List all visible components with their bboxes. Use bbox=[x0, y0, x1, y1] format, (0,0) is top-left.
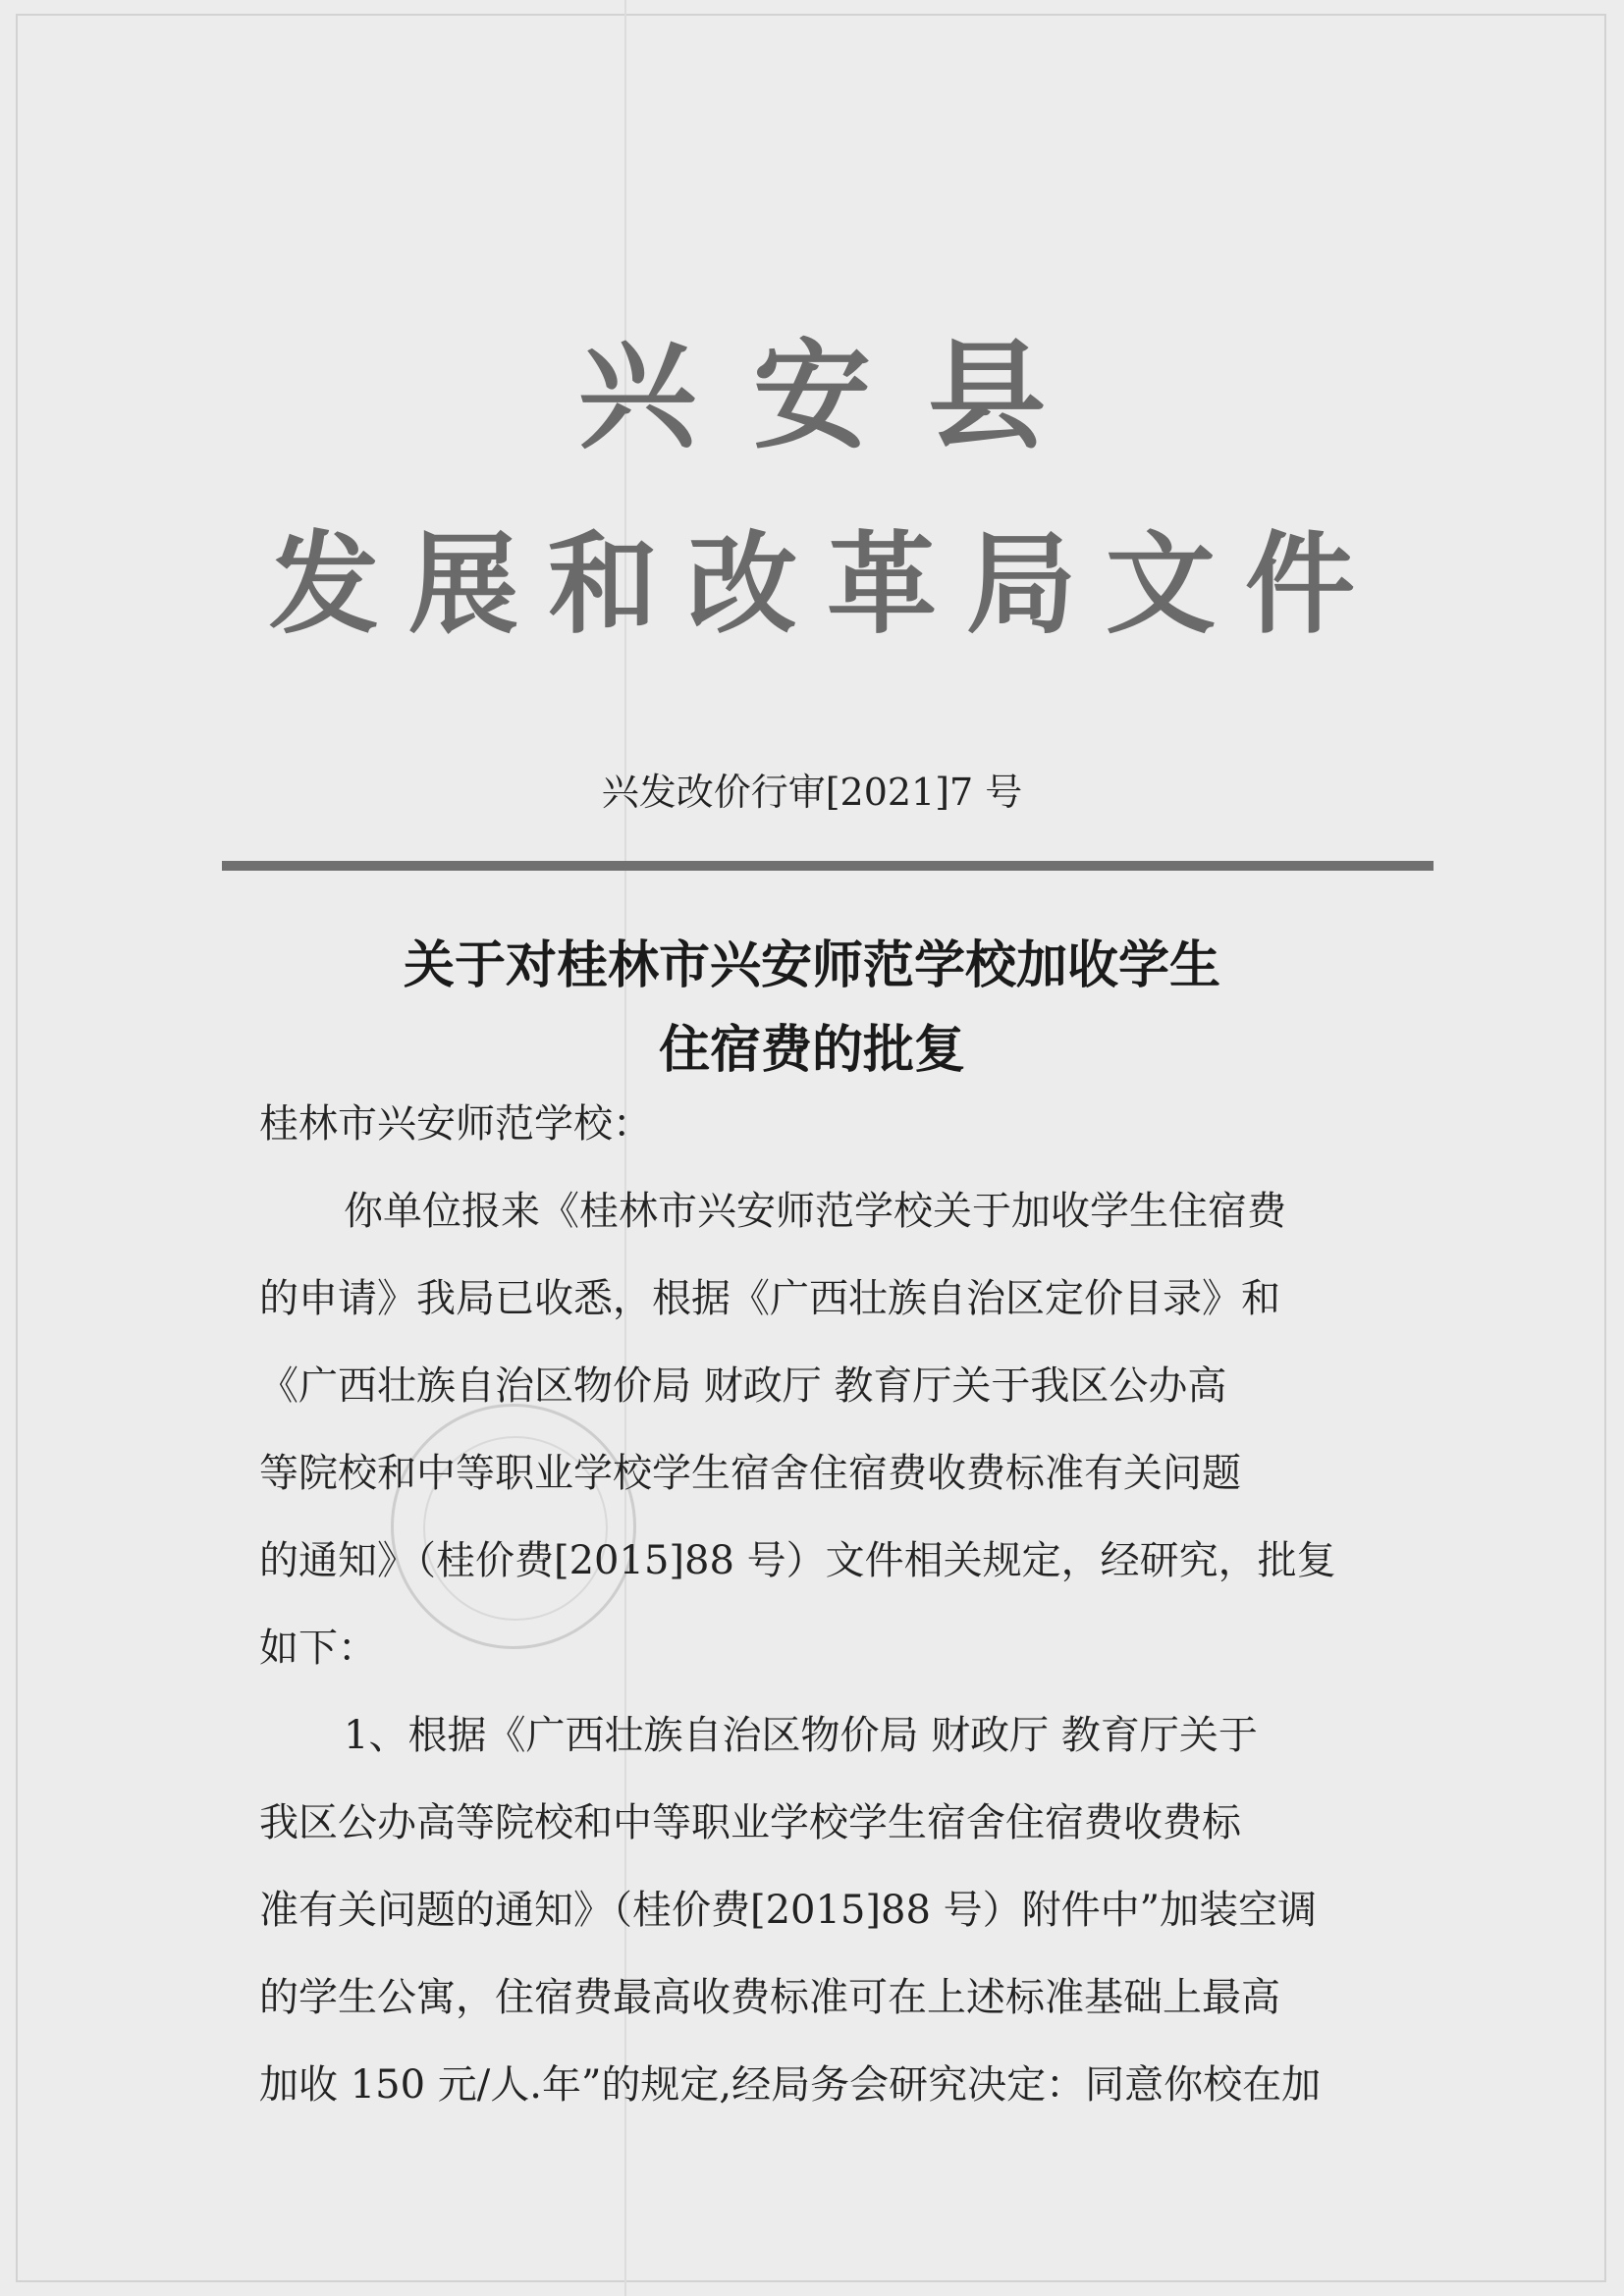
body-line: 的学生公寓，住宿费最高收费标准可在上述标准基础上最高 bbox=[259, 1975, 1280, 2020]
body-line: 准有关问题的通知》（桂价费[2015]88 号）附件中”加装空调 bbox=[259, 1888, 1318, 1933]
document-type-header: 发展和改革局文件 bbox=[269, 521, 1384, 649]
document-title-line-2: 住宿费的批复 bbox=[658, 1021, 965, 1080]
body-line: 加收 150 元/人.年”的规定,经局务会研究决定：同意你校在加 bbox=[259, 2062, 1322, 2108]
body-line: 我区公办高等院校和中等职业学校学生宿舍住宿费收费标 bbox=[259, 1800, 1241, 1845]
issuer-name: 兴安县 bbox=[578, 329, 1103, 465]
body-line: 如下： bbox=[259, 1626, 377, 1671]
body-line: 的申请》我局已收悉，根据《广西壮族自治区定价目录》和 bbox=[259, 1276, 1280, 1321]
addressee: 桂林市兴安师范学校： bbox=[259, 1101, 652, 1147]
document-number: 兴发改价行审[2021]7 号 bbox=[601, 771, 1023, 814]
body-line: 你单位报来《桂林市兴安师范学校关于加收学生住宿费 bbox=[344, 1189, 1286, 1234]
body-line: 等院校和中等职业学校学生宿舍住宿费收费标准有关问题 bbox=[259, 1451, 1241, 1496]
body-line: 1、根据《广西壮族自治区物价局 财政厅 教育厅关于 bbox=[344, 1713, 1258, 1758]
separator-rule bbox=[222, 861, 1434, 871]
official-seal bbox=[391, 1404, 636, 1649]
body-line: 的通知》（桂价费[2015]88 号）文件相关规定，经研究，批复 bbox=[259, 1538, 1336, 1583]
document-title-line-1: 关于对桂林市兴安师范学校加收学生 bbox=[403, 936, 1220, 995]
body-line: 《广西壮族自治区物价局 财政厅 教育厅关于我区公办高 bbox=[259, 1363, 1227, 1409]
